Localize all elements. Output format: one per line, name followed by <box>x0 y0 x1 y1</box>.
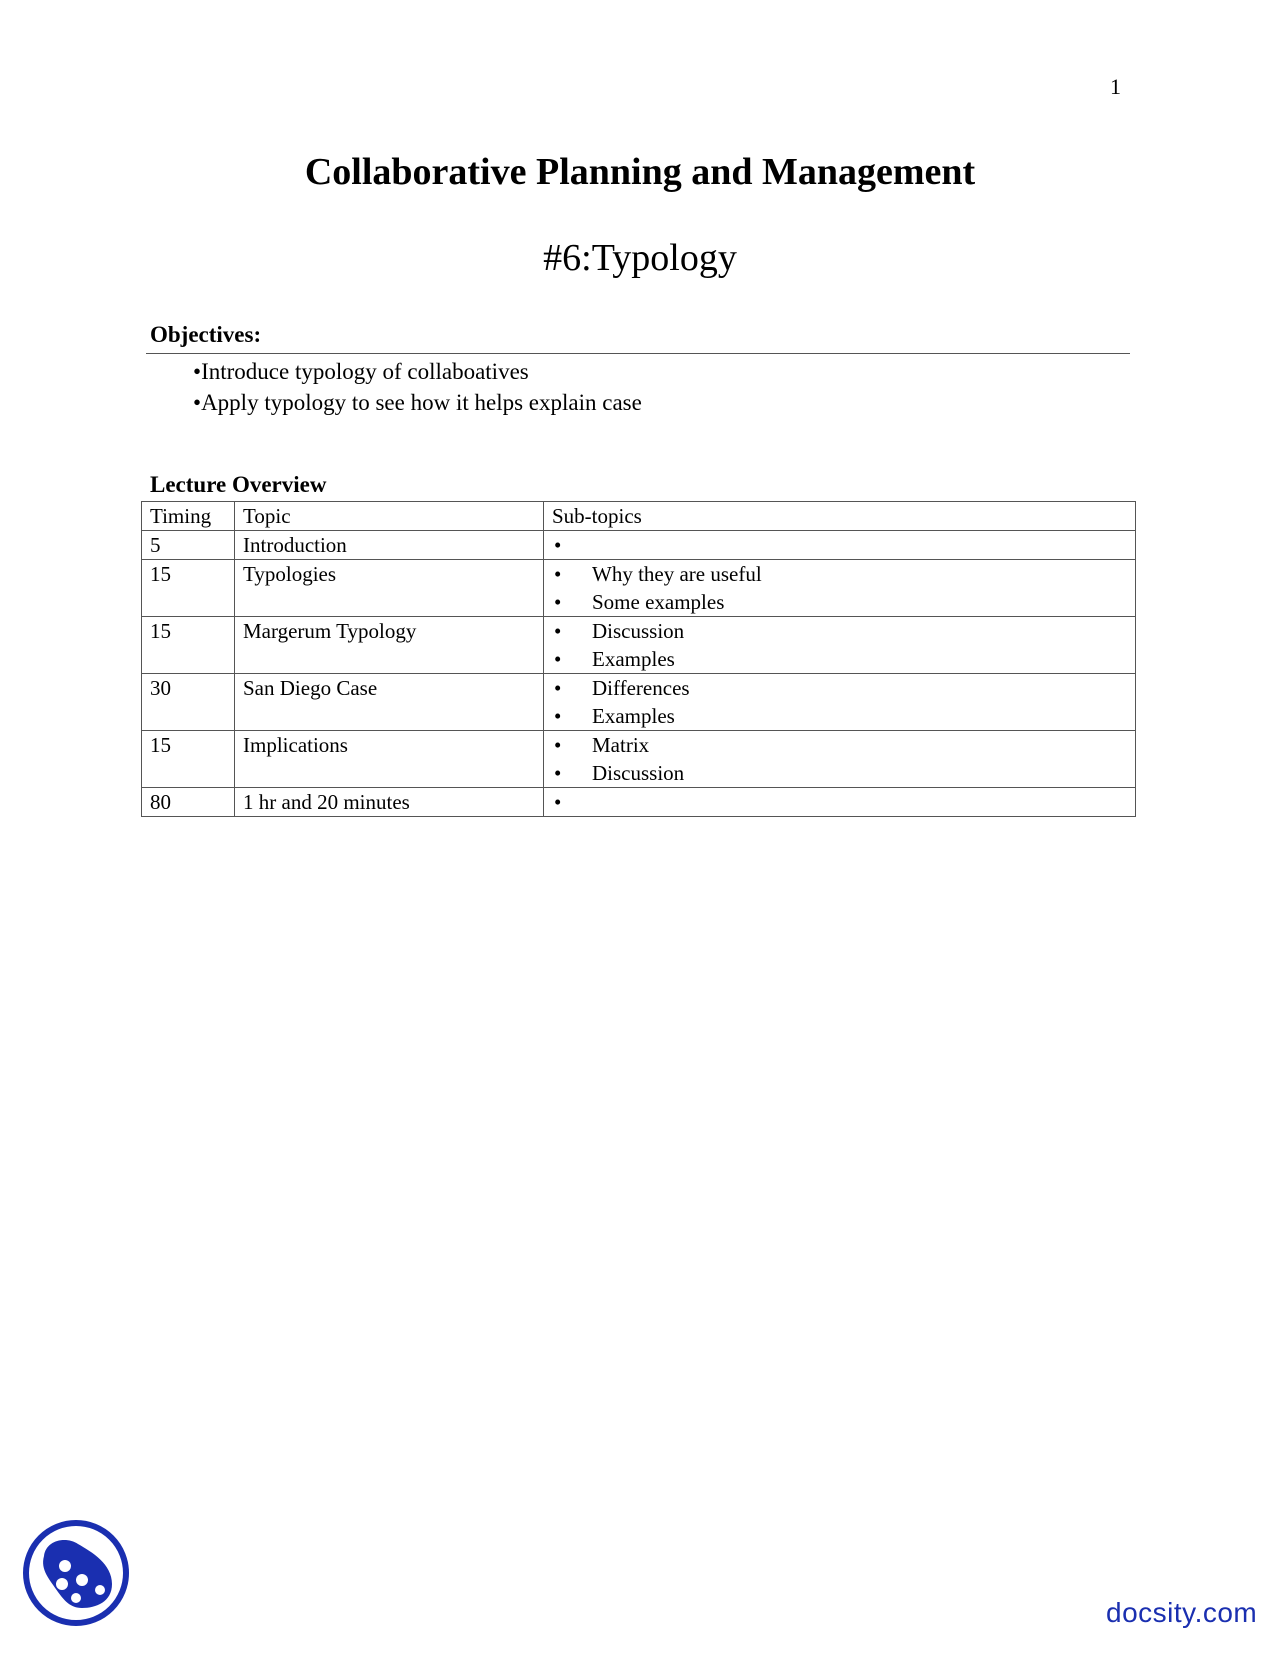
subtopic-item <box>552 731 1127 759</box>
table-row <box>142 560 1136 617</box>
bullet-icon: • <box>554 733 562 757</box>
header-subtopics: Sub-topics <box>544 502 1136 531</box>
subtopic-item <box>552 674 1127 702</box>
docsity-logo-icon[interactable] <box>20 1518 132 1628</box>
subtopic-text: Why they are useful <box>592 562 762 586</box>
cell-timing: 15 <box>142 617 235 674</box>
cell-topic: Typologies <box>235 560 544 617</box>
objectives-list <box>193 356 642 418</box>
cell-topic: San Diego Case <box>235 674 544 731</box>
cell-subtopics <box>544 788 1136 817</box>
cell-subtopics <box>544 674 1136 731</box>
bullet-icon: • <box>554 790 562 814</box>
lecture-overview-table <box>141 501 1136 817</box>
table-row <box>142 617 1136 674</box>
bullet-icon: • <box>554 619 562 643</box>
cell-topic: Margerum Typology <box>235 617 544 674</box>
objectives-heading: Objectives: <box>150 322 262 347</box>
bullet-icon: • <box>554 676 562 700</box>
docsity-brand-link[interactable]: docsity.com <box>1106 1597 1258 1628</box>
subtopic-text: Examples <box>592 704 675 728</box>
cell-timing: 15 <box>142 731 235 788</box>
subtopic-item <box>552 645 1127 673</box>
bullet-icon: • <box>554 761 562 785</box>
bullet-icon: • <box>554 590 562 614</box>
cell-timing: 80 <box>142 788 235 817</box>
cell-timing: 30 <box>142 674 235 731</box>
subtopic-item <box>552 588 1127 616</box>
cell-subtopics <box>544 731 1136 788</box>
subtopic-text: Matrix <box>592 733 650 757</box>
document-title: Collaborative Planning and Management <box>304 151 976 193</box>
objective-item <box>193 387 642 418</box>
objectives-divider <box>146 353 1130 354</box>
cell-timing: 15 <box>142 560 235 617</box>
objective-text: Apply typology to see how it helps explain case <box>201 390 642 415</box>
subtopic-text: Some examples <box>592 590 725 614</box>
table-row <box>142 674 1136 731</box>
bullet-icon: • <box>554 704 562 728</box>
table-header-row <box>142 502 1136 531</box>
subtopic-text: Differences <box>592 676 690 700</box>
subtopic-item <box>552 759 1127 787</box>
subtopic-item <box>552 617 1127 645</box>
document-subtitle: #6:Typology <box>543 237 737 279</box>
lecture-overview-heading: Lecture Overview <box>150 472 327 497</box>
bullet-icon: • <box>554 533 562 557</box>
cell-subtopics <box>544 560 1136 617</box>
cell-topic: Implications <box>235 731 544 788</box>
table-row <box>142 531 1136 560</box>
bullet-icon: • <box>554 562 562 586</box>
bullet-icon: • <box>193 359 202 384</box>
subtopic-text: Examples <box>592 647 675 671</box>
subtopic-item <box>552 531 1127 559</box>
objective-text: Introduce typology of collaboatives <box>201 359 529 384</box>
cell-subtopics <box>544 531 1136 560</box>
cell-timing: 5 <box>142 531 235 560</box>
subtopic-text: Discussion <box>592 619 685 643</box>
header-topic: Topic <box>235 502 544 531</box>
header-timing: Timing <box>142 502 235 531</box>
bullet-icon: • <box>554 647 562 671</box>
subtopic-text: Discussion <box>592 761 685 785</box>
subtopic-item <box>552 788 1127 816</box>
table-row <box>142 788 1136 817</box>
subtopic-item <box>552 702 1127 730</box>
page-number: 1 <box>1110 74 1121 99</box>
subtopic-item <box>552 560 1127 588</box>
bullet-icon: • <box>193 390 202 415</box>
cell-topic: 1 hr and 20 minutes <box>235 788 544 817</box>
table-row <box>142 731 1136 788</box>
objective-item <box>193 356 642 387</box>
cell-topic: Introduction <box>235 531 544 560</box>
cell-subtopics <box>544 617 1136 674</box>
